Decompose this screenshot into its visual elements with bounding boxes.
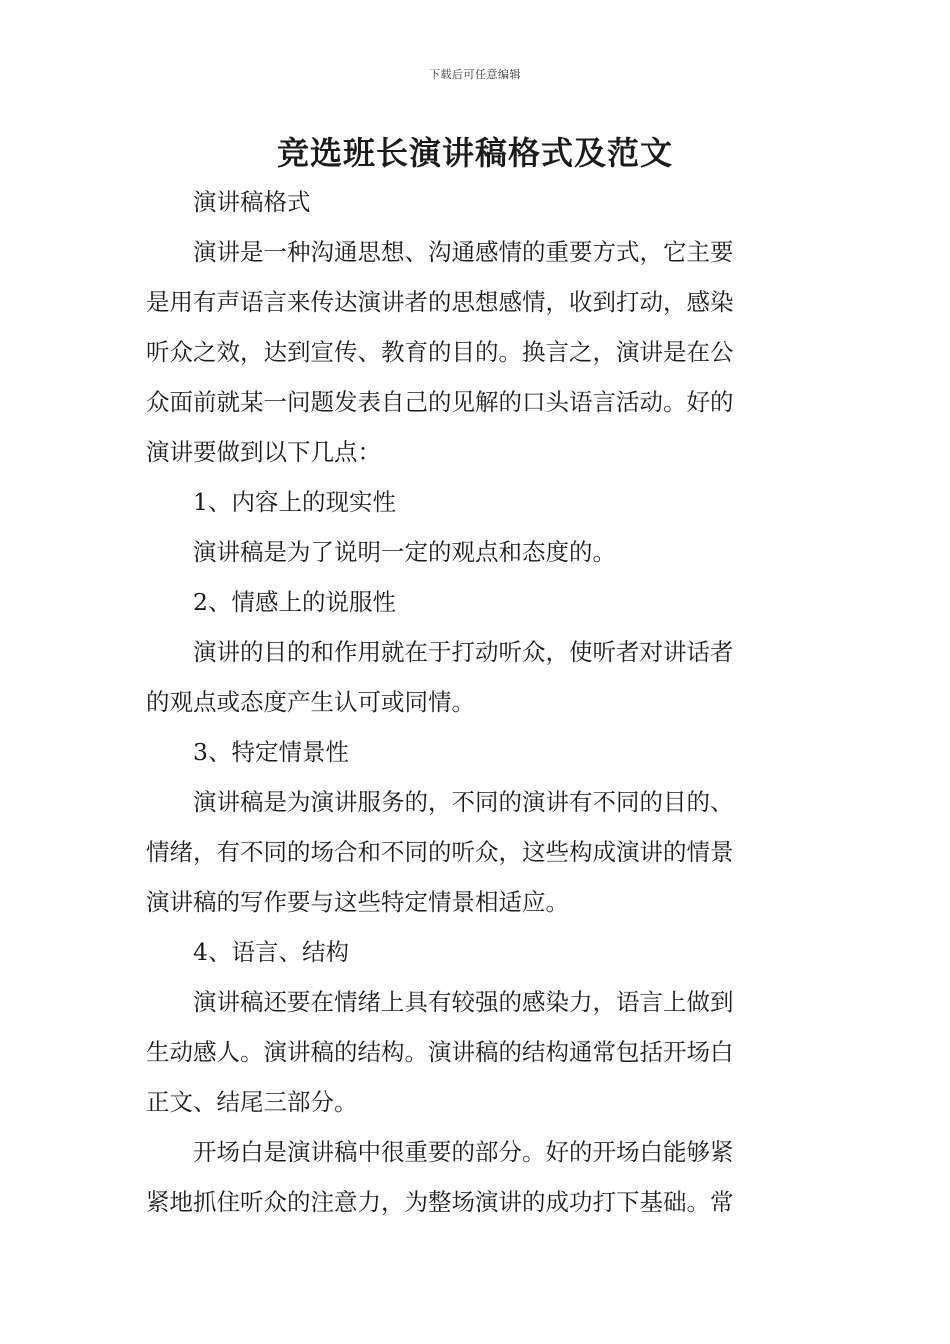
text-line: 的观点或态度产生认可或同情。 xyxy=(146,688,475,716)
text-line: 紧地抓住听众的注意力，为整场演讲的成功打下基础。常 xyxy=(146,1188,734,1216)
header-note: 下载后可任意编辑 xyxy=(429,68,521,81)
text-line: 演讲稿的写作要与这些特定情景相适应。 xyxy=(146,888,569,916)
section-heading: 2、情感上的说服性 xyxy=(193,588,396,616)
text-line: 情绪，有不同的场合和不同的听众，这些构成演讲的情景 xyxy=(146,838,734,866)
text-line: 演讲稿格式 xyxy=(193,188,311,216)
text-line: 演讲的目的和作用就在于打动听众，使听者对讲话者 xyxy=(193,638,734,666)
text-line: 听众之效，达到宣传、教育的目的。换言之，演讲是在公 xyxy=(146,338,734,366)
document-title: 竞选班长演讲稿格式及范文 xyxy=(276,134,673,172)
text-line: 演讲是一种沟通思想、沟通感情的重要方式，它主要 xyxy=(193,238,734,266)
text-line: 是用有声语言来传达演讲者的思想感情，收到打动，感染 xyxy=(146,288,734,316)
text-line: 生动感人。演讲稿的结构。演讲稿的结构通常包括开场白 xyxy=(146,1038,734,1066)
text-line: 正文、结尾三部分。 xyxy=(146,1088,358,1116)
text-line: 开场白是演讲稿中很重要的部分。好的开场白能够紧 xyxy=(193,1138,734,1166)
section-heading: 1、内容上的现实性 xyxy=(193,488,396,516)
text-line: 演讲稿是为演讲服务的，不同的演讲有不同的目的、 xyxy=(193,788,734,816)
section-heading: 3、特定情景性 xyxy=(193,738,349,766)
text-line: 演讲稿还要在情绪上具有较强的感染力，语言上做到 xyxy=(193,988,734,1016)
text-line: 演讲稿是为了说明一定的观点和态度的。 xyxy=(193,538,616,566)
section-heading: 4、语言、结构 xyxy=(193,938,349,966)
document-body xyxy=(146,177,811,1227)
text-line: 众面前就某一问题发表自己的见解的口头语言活动。好的 xyxy=(146,388,734,416)
text-line: 演讲要做到以下几点： xyxy=(146,438,381,466)
